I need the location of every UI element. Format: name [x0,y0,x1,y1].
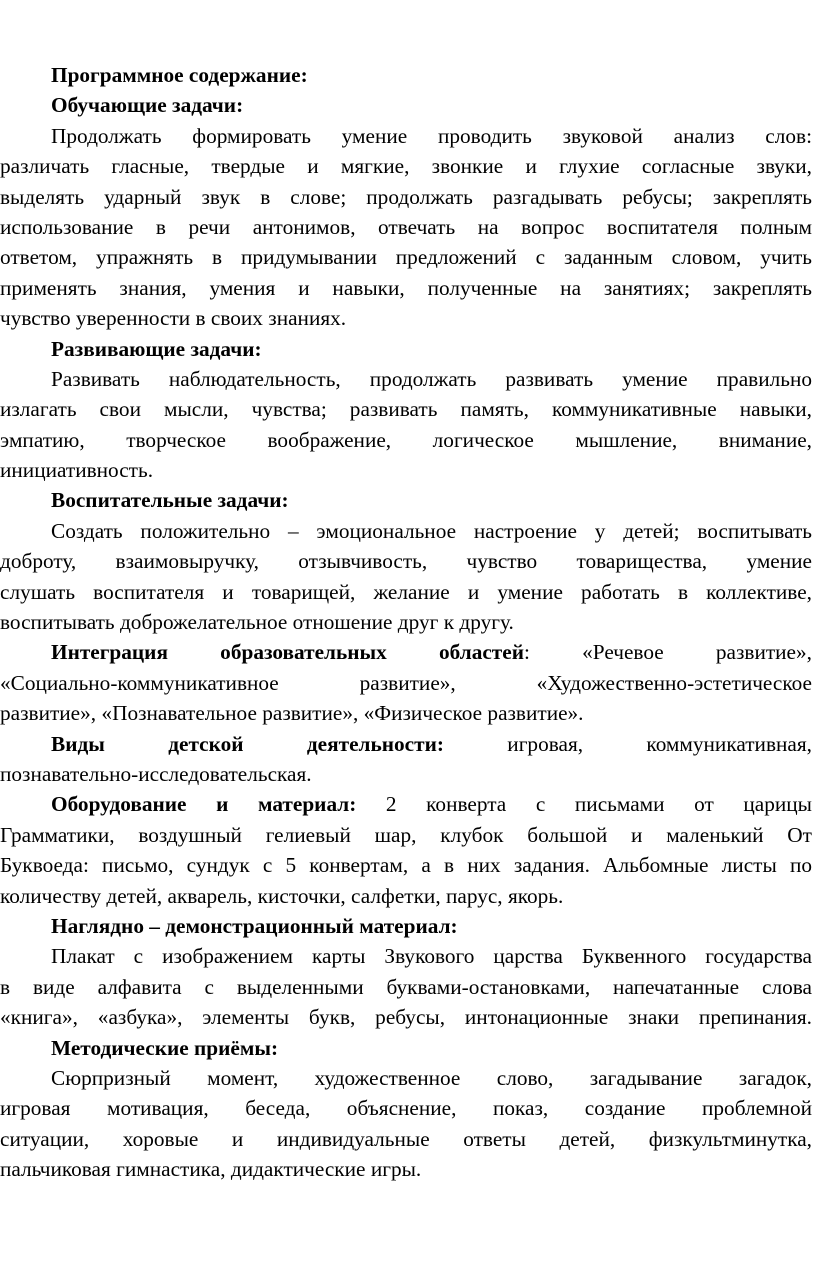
paragraph-line: инициативность. [0,458,154,483]
paragraph-line [51,789,812,819]
paragraph-line: пальчиковая гимнастика, дидактические игры. [0,1157,422,1182]
teaching-tasks-paragraph [0,121,816,334]
activities-paragraph [0,729,816,790]
equipment-paragraph [0,789,816,911]
paragraph-line: эмпатию, творческое воображение, логическое мышление, внимание, [0,427,812,452]
equipment-label: Оборудование и материал: [51,792,357,817]
paragraph-line: различать гласные, твердые и мягкие, звонкие и глухие согласные звуки, [0,154,812,179]
paragraph-line: чувство уверенности в своих знаниях. [0,306,347,331]
integration-line1-text: «Речевое развитие», [529,640,812,665]
equipment-line1-text: 2 конверта с письмами от царицы [356,792,812,817]
paragraph-line: «Социально-коммуникативное развитие», «Художественно-эстетическое [0,670,812,695]
paragraph-line: доброту, взаимовыручку, отзывчивость, чувство товарищества, умение [0,549,812,574]
heading-upbringing-tasks: Воспитательные задачи: [51,488,289,513]
paragraph-line: использование в речи антонимов, отвечать на вопрос воспитателя полным [0,214,812,239]
paragraph-line: применять знания, умения и навыки, полученные на занятиях; закреплять [0,275,812,300]
paragraph-line: Создать положительно – эмоциональное настроение у детей; воспитывать [51,518,812,543]
heading-teaching-tasks: Обучающие задачи: [51,93,244,118]
paragraph-line: Грамматики, воздушный гелиевый шар, клубок большой и маленький От [0,822,812,847]
paragraph-line [51,637,812,667]
paragraph-line: выделять ударный звук в слове; продолжать разгадывать ребусы; закреплять [0,184,812,209]
integration-label: Интеграция образовательных областей [51,640,524,665]
heading-methods: Методические приёмы: [51,1035,279,1060]
integration-colon: : [524,640,530,665]
paragraph-line: «книга», «азбука», элементы букв, ребусы, интонационные знаки препинания. [0,1005,812,1030]
paragraph-line: Развивать наблюдательность, продолжать развивать умение правильно [51,366,812,391]
paragraph-line: Сюрпризный момент, художественное слово, загадывание загадок, [51,1065,812,1090]
paragraph-line: Буквоеда: письмо, сундук с 5 конвертам, а в них задания. Альбомные листы по [0,853,812,878]
heading-visual-material: Наглядно – демонстрационный материал: [51,913,458,938]
heading-program-content: Программное содержание: [51,63,308,87]
paragraph-line: излагать свои мысли, чувства; развивать память, коммуникативные навыки, [0,397,812,422]
paragraph-line: количеству детей, акварель, кисточки, салфетки, парус, якорь. [0,883,564,908]
paragraph-line: ответом, упражнять в придумывании предложений с заданным словом, учить [0,245,812,270]
paragraph-line: познавательно-исследовательская. [0,761,312,786]
heading-developing-tasks: Развивающие задачи: [51,336,262,361]
paragraph-line: в виде алфавита с выделенными буквами-остановками, напечатанные слова [0,974,812,999]
paragraph-line: развитие», «Познавательное развитие», «Физическое развитие». [0,701,584,726]
methods-paragraph [0,1063,816,1185]
developing-tasks-paragraph [0,364,816,486]
paragraph-line: игровая мотивация, беседа, объяснение, показ, создание проблемной [0,1096,812,1121]
activities-line1-text: игровая, коммуникативная, [443,731,812,756]
paragraph-line: ситуации, хоровые и индивидуальные ответы детей, физкультминутка, [0,1126,812,1151]
paragraph-line: Плакат с изображением карты Звукового царства Буквенного государства [51,944,812,969]
paragraph-line [51,729,812,759]
integration-paragraph [0,637,816,728]
paragraph-line: Продолжать формировать умение проводить звуковой анализ слов: [51,123,812,148]
document-page [0,60,816,1184]
paragraph-line: воспитывать доброжелательное отношение друг к другу. [0,610,514,635]
paragraph-line: слушать воспитателя и товарищей, желание и умение работать в коллективе, [0,579,812,604]
upbringing-tasks-paragraph [0,516,816,638]
activities-label: Виды детской деятельности: [51,731,444,756]
visual-material-paragraph [0,941,816,1032]
